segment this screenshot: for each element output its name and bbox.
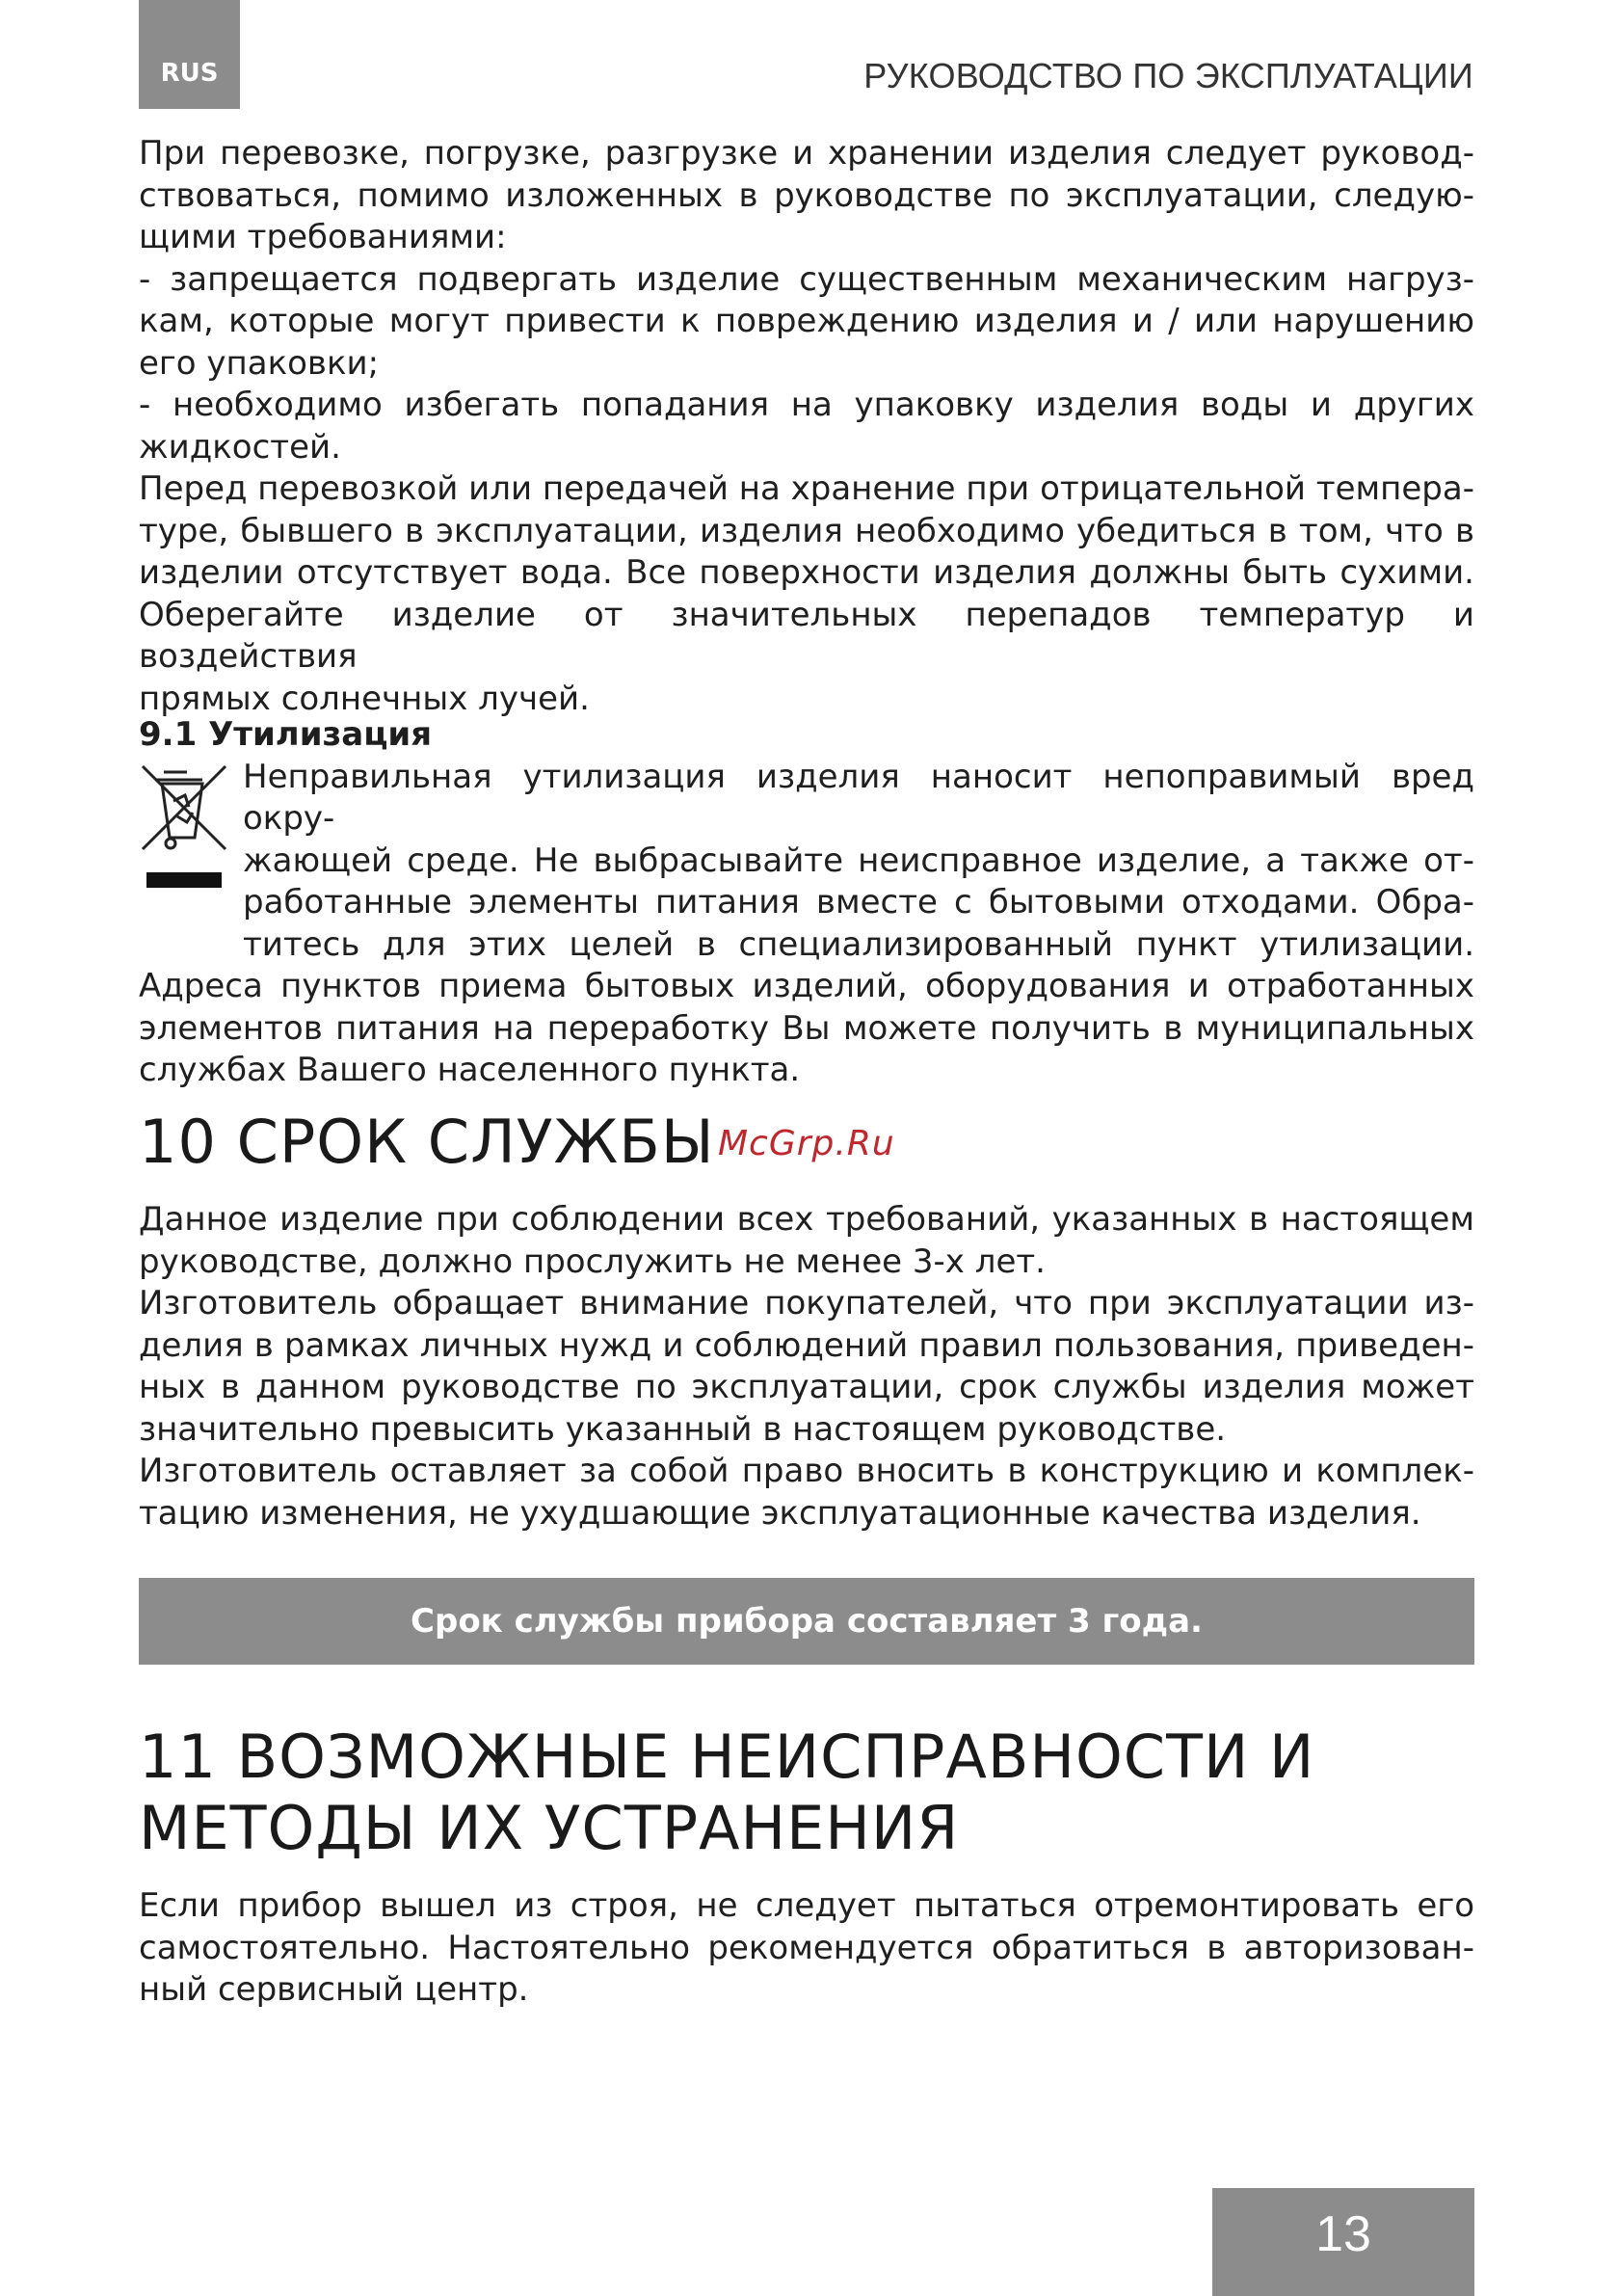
- text-line: значительно превысить указанный в настоящем руководстве.: [139, 1409, 1227, 1449]
- note-text: Срок службы прибора составляет 3 года.: [411, 1602, 1203, 1641]
- text-line: При перевозке, погрузке, разгрузке и хранении изделия следует руковод-: [139, 134, 1474, 173]
- text-line: его упаковки;: [139, 343, 380, 383]
- text-line: работанные элементы питания вместе с бытовыми отходами. Обра-: [243, 883, 1474, 921]
- language-label: RUS: [160, 59, 219, 88]
- transport-section: [139, 133, 1474, 720]
- section-heading: 10 СРОК СЛУЖБЫ: [139, 1107, 715, 1177]
- text-line: жающей среде. Не выбрасывайте неисправное изделие, а также от-: [243, 841, 1474, 880]
- text-line: Адреса пунктов приема бытовых изделий, оборудования и отработанных: [139, 967, 1474, 1005]
- text-line: изделии отсутствует вода. Все поверхности изделия должны быть сухими.: [139, 553, 1474, 592]
- section-heading: 11 ВОЗМОЖНЫЕ НЕИСПРАВНОСТИ И: [139, 1722, 1315, 1792]
- text-line: делия в рамках личных нужд и соблюдений правил пользования, приведен-: [139, 1325, 1474, 1365]
- text-line: тацию изменения, не ухудшающие эксплуатационные качества изделия.: [139, 1493, 1421, 1533]
- watermark: McGrp.Ru: [718, 1124, 895, 1163]
- text-line: службах Вашего населенного пункта.: [139, 1051, 801, 1089]
- text-line: - запрещается подвергать изделие существенным механическим нагруз-: [139, 259, 1474, 299]
- service-life-note: [139, 1578, 1474, 1665]
- disposal-block: [139, 757, 1474, 967]
- faults-body: [139, 1885, 1474, 2012]
- text-line: Оберегайте изделие от значительных перепадов температур и воздействия: [139, 595, 1474, 676]
- text-line: ных в данном руководстве по эксплуатации, срок службы изделия может: [139, 1368, 1474, 1406]
- text-line: прямых солнечных лучей.: [139, 679, 590, 718]
- section-heading: МЕТОДЫ ИХ УСТРАНЕНИЯ: [139, 1793, 960, 1863]
- text-line: элементов питания на переработку Вы можете получить в муниципальных: [139, 1008, 1474, 1048]
- text-line: руководстве, должно прослужить не менее 3-х лет.: [139, 1241, 1046, 1281]
- text-line: Неправильная утилизация изделия наносит непоправимый вред окру-: [243, 757, 1474, 838]
- text-line: Данное изделие при соблюдении всех требований, указанных в настоящем: [139, 1200, 1474, 1239]
- service-life-body: [139, 1199, 1474, 1535]
- text-line: самостоятельно. Настоятельно рекомендуется обратиться в авторизован-: [139, 1928, 1474, 1967]
- text-line: титесь для этих целей в специализированный пункт утилизации.: [243, 924, 1474, 964]
- text-line: Изготовитель оставляет за собой право вносить в конструкцию и комплек-: [139, 1452, 1474, 1490]
- text-line: Перед перевозкой или передачей на хранение при отрицательной темпера-: [139, 469, 1474, 508]
- disposal-section: [139, 714, 1474, 1092]
- page-number: 13: [1212, 2188, 1474, 2296]
- crossed-out-wheelie-bin-icon: [139, 762, 229, 897]
- text-line: ный сервисный центр.: [139, 1970, 529, 2009]
- text-line: жидкостей.: [139, 427, 341, 467]
- text-line: - необходимо избегать попадания на упаковку изделия воды и других: [139, 386, 1474, 424]
- text-line: кам, которые могут привести к повреждению изделия и / или нарушению: [139, 302, 1474, 340]
- faults-section: [139, 1722, 1474, 1864]
- language-tab: [139, 0, 240, 109]
- text-line: Если прибор вышел из строя, не следует пытаться отремонтировать его: [139, 1886, 1474, 1925]
- text-line: Изготовитель обращает внимание покупателей, что при эксплуатации из-: [139, 1284, 1474, 1322]
- document-title: РУКОВОДСТВО ПО ЭКСПЛУАТАЦИИ: [863, 56, 1473, 95]
- disposal-heading: 9.1 Утилизация: [139, 715, 433, 754]
- text-line: щими требованиями:: [139, 218, 507, 256]
- text-line: туре, бывшего в эксплуатации, изделия необходимо убедиться в том, что в: [139, 511, 1474, 550]
- text-line: ствоваться, помимо изложенных в руководстве по эксплуатации, следую-: [139, 175, 1474, 215]
